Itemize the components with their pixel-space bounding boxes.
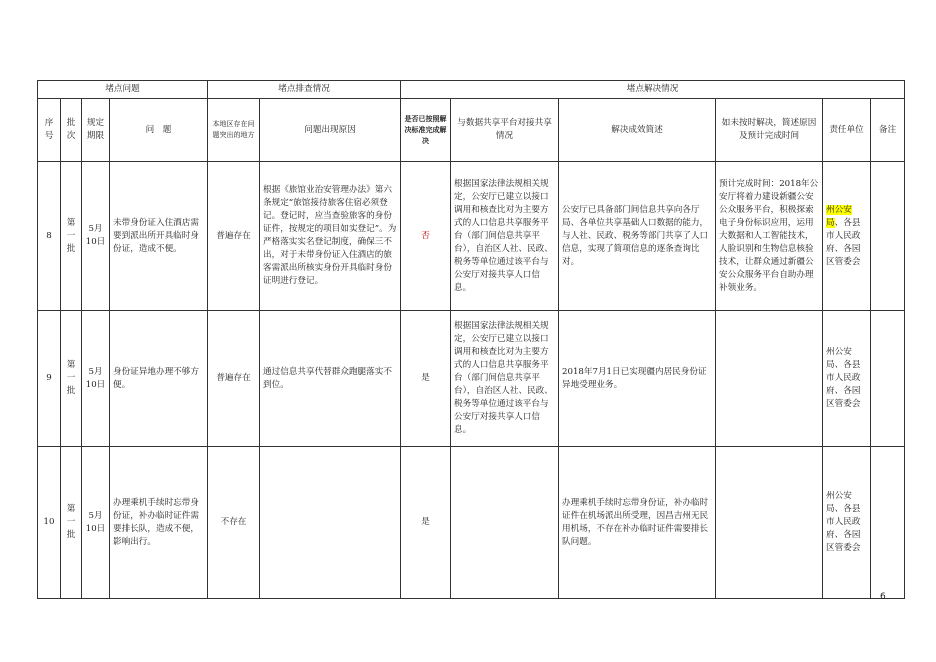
cell-share: 根据国家法律法规相关规定，公安厅已建立以接口调用和核查比对为主要方式的人口信息共享服务平台（部门间信息共享平台），自治区人社、民政、税务等单位通过该平台与公安厅对接共享人口信息。 (451, 162, 559, 311)
cell-problem: 办理乘机手续时忘带身份证，补办临时证件需要排长队，造成不便，影响出行。 (110, 447, 208, 599)
cell-batch: 第一批 (61, 162, 82, 311)
cell-cause: 根据《旅馆业治安管理办法》第六条规定“旅馆接待旅客住宿必须登记。登记时，应当查验旅客的身份证件，按规定的项目如实登记”。为严格落实实名登记制度，确保三不出，对于未带身份证入住酒店的旅客需派出所核实身份开具临时身份证明进行登记。 (260, 162, 401, 311)
cell-solved: 是 (401, 311, 451, 447)
cell-local: 普遍存在 (208, 162, 260, 311)
header-result: 解决成效简述 (559, 99, 716, 162)
header-cause: 问题出现原因 (260, 99, 401, 162)
cell-unit (823, 162, 871, 311)
cell-local: 普遍存在 (208, 311, 260, 447)
cell-note (871, 311, 905, 447)
cell-local: 不存在 (208, 447, 260, 599)
cell-solved: 否 (401, 162, 451, 311)
cell-deadline: 5月10日 (82, 311, 110, 447)
cell-deadline: 5月10日 (82, 162, 110, 311)
group-investigation: 堵点排查情况 (208, 81, 401, 99)
cell-cause: 通过信息共享代替群众跑腿落实不到位。 (260, 311, 401, 447)
cell-seq: 10 (38, 447, 61, 599)
cell-problem: 未带身份证入住酒店需要到派出所开具临时身份证，造成不便。 (110, 162, 208, 311)
cell-plan: 预计完成时间：2018年公安厅将着力建设新疆公安公众服务平台，积极探索电子身份标识应用，运用大数据和人工智能技术，人脸识别和生物信息核验技术，让群众通过新疆公安公众服务平台自助办理补领业务。 (716, 162, 823, 311)
problem-table (37, 80, 905, 599)
cell-problem: 身份证异地办理不够方便。 (110, 311, 208, 447)
table-row (38, 447, 905, 599)
cell-share (451, 447, 559, 599)
cell-note (871, 447, 905, 599)
cell-unit (823, 311, 871, 447)
cell-deadline: 5月10日 (82, 447, 110, 599)
unit-rest: 、各县市人民政府、各园区管委会 (826, 217, 861, 267)
unit-rest: 州公安局、各县市人民政府、各园区管委会 (826, 491, 861, 553)
cell-note (871, 162, 905, 311)
header-problem: 问 题 (110, 99, 208, 162)
cell-result: 2018年7月1日已实现疆内居民身份证异地受理业务。 (559, 311, 716, 447)
page-number: 6 (880, 592, 886, 602)
header-seq: 序号 (38, 99, 61, 162)
header-batch: 批次 (61, 99, 82, 162)
unit-rest: 州公安局、各县市人民政府、各园区管委会 (826, 347, 861, 409)
cell-seq: 9 (38, 311, 61, 447)
header-local: 本地区存在问题突出的地方 (208, 99, 260, 162)
table-row (38, 162, 905, 311)
cell-solved: 是 (401, 447, 451, 599)
cell-batch: 第一批 (61, 311, 82, 447)
table-row (38, 311, 905, 447)
cell-share: 根据国家法律法规相关规定，公安厅已建立以接口调用和核查比对为主要方式的人口信息共享服务平台（部门间信息共享平台），自治区人社、民政、税务等单位通过该平台与公安厅对接共享人口信息。 (451, 311, 559, 447)
header-plan: 如未按时解决，简述原因及预计完成时间 (716, 99, 823, 162)
column-header-row (38, 99, 905, 162)
cell-result: 公安厅已具备部门间信息共享向各厅局、各单位共享基础人口数据的能力，与人社、民政、税务等部门共享了人口信息，实现了简项信息的逐条查询比对。 (559, 162, 716, 311)
cell-batch: 第一批 (61, 447, 82, 599)
unit-highlight: 州公安局 (826, 204, 852, 228)
group-resolution: 堵点解决情况 (401, 81, 905, 99)
header-share: 与数据共享平台对接共享情况 (451, 99, 559, 162)
cell-cause (260, 447, 401, 599)
cell-result: 办理乘机手续时忘带身份证，补办临时证件在机场派出所受理，因昌吉州无民用机场，不存在补办临时证件需要排长队问题。 (559, 447, 716, 599)
group-header-row (38, 81, 905, 99)
group-problem: 堵点问题 (38, 81, 208, 99)
header-deadline: 规定期限 (82, 99, 110, 162)
cell-seq: 8 (38, 162, 61, 311)
cell-plan (716, 447, 823, 599)
header-note: 备注 (871, 99, 905, 162)
header-unit: 责任单位 (823, 99, 871, 162)
header-solved: 是否已按照解决标准完成解决 (401, 99, 451, 162)
cell-plan (716, 311, 823, 447)
cell-unit (823, 447, 871, 599)
